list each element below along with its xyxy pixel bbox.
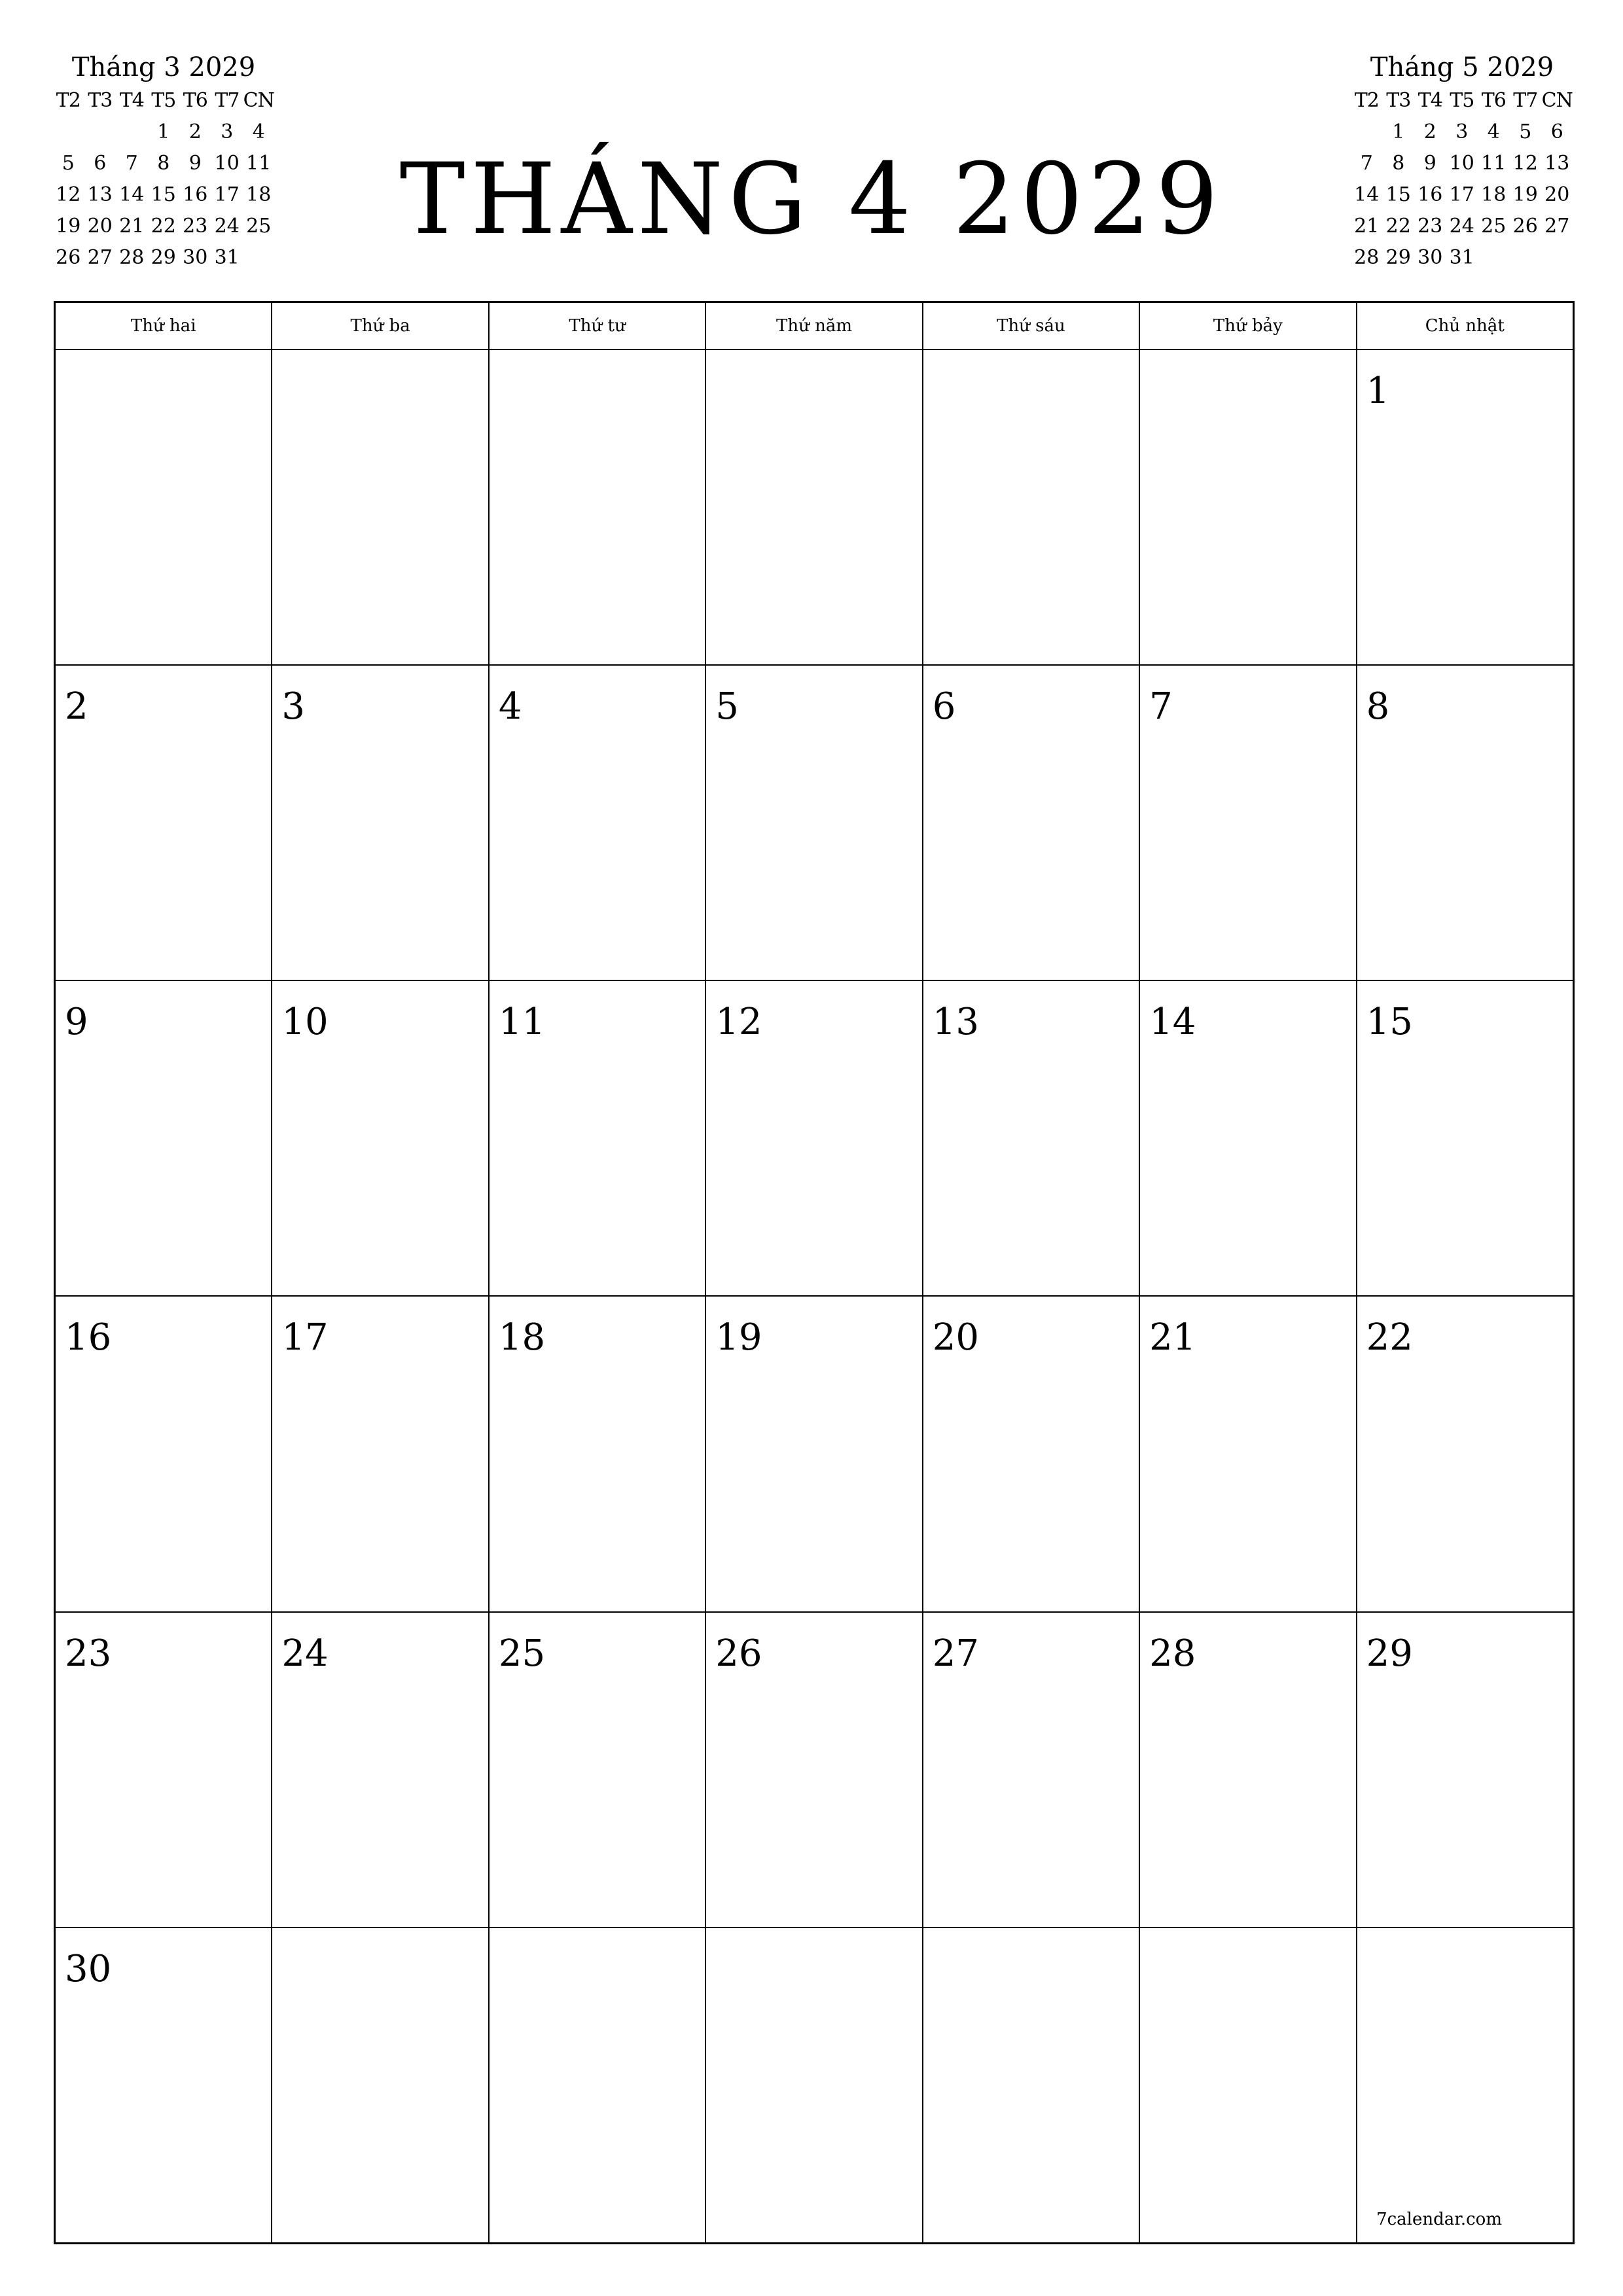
mini-day: 8	[157, 152, 170, 175]
mini-day: 15	[1385, 183, 1411, 206]
day-number: 27	[932, 1632, 979, 1675]
day-number: 22	[1366, 1316, 1413, 1359]
mini-day: 15	[151, 183, 176, 206]
mini-day: 30	[183, 246, 208, 269]
weekday-header: Thứ tư	[490, 303, 705, 349]
day-number: 9	[65, 1001, 88, 1044]
day-cell	[490, 350, 705, 664]
mini-day: 2	[1423, 120, 1436, 143]
day-cell	[706, 1297, 921, 1611]
mini-day: 29	[1385, 246, 1411, 269]
month-calendar-grid	[54, 301, 1575, 2244]
mini-day: 1	[1392, 120, 1405, 143]
mini-day	[1351, 117, 1383, 148]
mini-day: 14	[119, 183, 145, 206]
mini-weekday-header: T4	[119, 89, 144, 112]
mini-day: 13	[87, 183, 113, 206]
day-cell	[272, 666, 488, 980]
weekday-header: Thứ ba	[272, 303, 488, 349]
mini-day: 27	[87, 246, 113, 269]
day-cell	[923, 1613, 1139, 1927]
mini-day: 25	[1481, 215, 1507, 238]
mini-weekday-header: T3	[88, 89, 113, 112]
weekday-header: Chủ nhật	[1357, 303, 1573, 349]
day-number: 15	[1366, 1001, 1413, 1044]
day-cell	[1140, 981, 1355, 1295]
mini-day: 20	[1544, 183, 1570, 206]
day-cell	[706, 981, 921, 1295]
day-cell	[490, 1928, 705, 2242]
day-number: 3	[281, 685, 306, 728]
weekday-header: Thứ bảy	[1140, 303, 1355, 349]
day-cell	[272, 981, 488, 1295]
mini-day: 6	[1550, 120, 1563, 143]
day-cell	[490, 1613, 705, 1927]
day-number: 16	[65, 1316, 112, 1359]
mini-day: 10	[214, 152, 240, 175]
day-number: 10	[281, 1001, 329, 1044]
mini-day: 9	[188, 152, 202, 175]
mini-day: 21	[1354, 215, 1380, 238]
day-number: 20	[932, 1316, 979, 1359]
day-number: 1	[1366, 370, 1390, 412]
mini-calendar-title: Tháng 5 2029	[1370, 52, 1554, 82]
mini-day: 24	[1449, 215, 1474, 238]
day-cell	[1357, 981, 1573, 1295]
mini-day: 26	[56, 246, 81, 269]
mini-weekday-header: T5	[1450, 89, 1474, 112]
day-number: 28	[1149, 1632, 1196, 1675]
mini-weekday-header: T6	[183, 89, 207, 112]
day-cell	[1357, 1297, 1573, 1611]
mini-day: 18	[1481, 183, 1507, 206]
mini-day: 23	[1418, 215, 1443, 238]
day-cell	[1357, 666, 1573, 980]
mini-day: 7	[1360, 152, 1373, 175]
day-number: 23	[65, 1632, 112, 1675]
day-cell	[1140, 666, 1355, 980]
mini-weekday-header: T7	[215, 89, 240, 112]
mini-day: 31	[214, 246, 240, 269]
mini-day: 11	[246, 152, 272, 175]
day-cell	[1140, 1928, 1355, 2242]
mini-day: 5	[1519, 120, 1532, 143]
mini-day: 21	[119, 215, 145, 238]
mini-day	[1510, 242, 1542, 274]
day-number: 13	[932, 1001, 979, 1044]
day-cell	[923, 350, 1139, 664]
mini-day: 11	[1481, 152, 1507, 175]
weekday-header: Thứ sáu	[923, 303, 1139, 349]
mini-day: 2	[188, 120, 202, 143]
day-cell	[923, 981, 1139, 1295]
day-cell	[706, 350, 921, 664]
mini-day: 18	[246, 183, 272, 206]
mini-day: 4	[1487, 120, 1500, 143]
day-number: 14	[1149, 1001, 1196, 1044]
mini-calendar-grid	[1351, 85, 1573, 274]
mini-weekday-header: T6	[1481, 89, 1506, 112]
day-number: 29	[1366, 1632, 1413, 1675]
day-cell	[1140, 1297, 1355, 1611]
mini-day: 13	[1544, 152, 1570, 175]
day-cell	[923, 666, 1139, 980]
mini-day: 17	[214, 183, 240, 206]
mini-day: 25	[246, 215, 272, 238]
mini-day: 14	[1354, 183, 1380, 206]
day-number: 19	[715, 1316, 762, 1359]
mini-weekday-header: T2	[56, 89, 80, 112]
day-number: 26	[715, 1632, 762, 1675]
mini-day: 28	[119, 246, 145, 269]
mini-day: 9	[1423, 152, 1436, 175]
mini-day: 20	[87, 215, 113, 238]
day-cell	[1357, 1613, 1573, 1927]
mini-weekday-header: CN	[243, 89, 274, 112]
day-cell	[923, 1928, 1139, 2242]
day-cell	[56, 666, 271, 980]
day-number: 2	[65, 685, 88, 728]
mini-day: 16	[183, 183, 208, 206]
mini-weekday-header: T5	[151, 89, 176, 112]
day-cell	[1357, 350, 1573, 664]
day-number: 8	[1366, 685, 1390, 728]
mini-day: 12	[56, 183, 81, 206]
day-number: 7	[1149, 685, 1173, 728]
mini-day: 4	[252, 120, 265, 143]
mini-day: 30	[1418, 246, 1443, 269]
mini-day: 19	[56, 215, 81, 238]
day-cell	[490, 1297, 705, 1611]
day-number: 25	[498, 1632, 546, 1675]
mini-day: 6	[94, 152, 107, 175]
mini-weekday-header: T7	[1513, 89, 1538, 112]
day-cell	[490, 981, 705, 1295]
credit-text: 7calendar.com	[1376, 2209, 1502, 2229]
day-cell	[272, 1613, 488, 1927]
day-number: 11	[498, 1001, 546, 1044]
page-title: THÁNG 4 2029	[399, 143, 1224, 257]
mini-day: 3	[1455, 120, 1469, 143]
mini-day: 16	[1418, 183, 1443, 206]
mini-calendar-title: Tháng 3 2029	[71, 52, 256, 82]
mini-day: 17	[1449, 183, 1474, 206]
mini-day: 3	[221, 120, 234, 143]
day-number: 18	[498, 1316, 546, 1359]
day-number: 30	[65, 1947, 112, 1990]
day-cell	[56, 1928, 271, 2242]
mini-day	[1478, 242, 1510, 274]
day-number: 12	[715, 1001, 762, 1044]
mini-day: 5	[62, 152, 75, 175]
mini-day: 31	[1449, 246, 1474, 269]
day-cell	[56, 981, 271, 1295]
mini-calendar-next-month	[1351, 51, 1573, 274]
mini-day: 28	[1354, 246, 1380, 269]
mini-day: 19	[1512, 183, 1538, 206]
day-cell	[56, 1297, 271, 1611]
day-number: 21	[1149, 1316, 1196, 1359]
day-cell	[923, 1297, 1139, 1611]
mini-day: 26	[1512, 215, 1538, 238]
day-cell	[56, 1613, 271, 1927]
day-cell	[706, 666, 921, 980]
mini-day: 22	[151, 215, 176, 238]
mini-day: 10	[1449, 152, 1474, 175]
mini-day: 8	[1392, 152, 1405, 175]
mini-day: 24	[214, 215, 240, 238]
mini-weekday-header: T3	[1386, 89, 1411, 112]
day-number: 24	[281, 1632, 329, 1675]
weekday-header: Thứ năm	[706, 303, 921, 349]
mini-day: 23	[183, 215, 208, 238]
day-cell	[706, 1613, 921, 1927]
mini-day	[1541, 242, 1573, 274]
mini-weekday-header: T4	[1418, 89, 1442, 112]
mini-day: 29	[151, 246, 176, 269]
day-cell	[1140, 350, 1355, 664]
mini-day: 22	[1385, 215, 1411, 238]
day-cell	[490, 666, 705, 980]
day-cell	[272, 1297, 488, 1611]
mini-day: 1	[157, 120, 170, 143]
day-number: 6	[932, 685, 956, 728]
weekday-header: Thứ hai	[56, 303, 271, 349]
mini-weekday-header: CN	[1541, 89, 1573, 112]
day-cell	[56, 350, 271, 664]
day-number: 5	[715, 685, 739, 728]
day-number: 4	[498, 685, 522, 728]
day-cell	[706, 1928, 921, 2242]
mini-day: 12	[1512, 152, 1538, 175]
day-cell	[272, 1928, 488, 2242]
day-cell	[272, 350, 488, 664]
mini-day: 27	[1544, 215, 1570, 238]
day-cell	[1357, 1928, 1573, 2242]
day-number: 17	[281, 1316, 329, 1359]
mini-weekday-header: T2	[1354, 89, 1379, 112]
mini-day: 7	[125, 152, 138, 175]
day-cell	[1140, 1613, 1355, 1927]
